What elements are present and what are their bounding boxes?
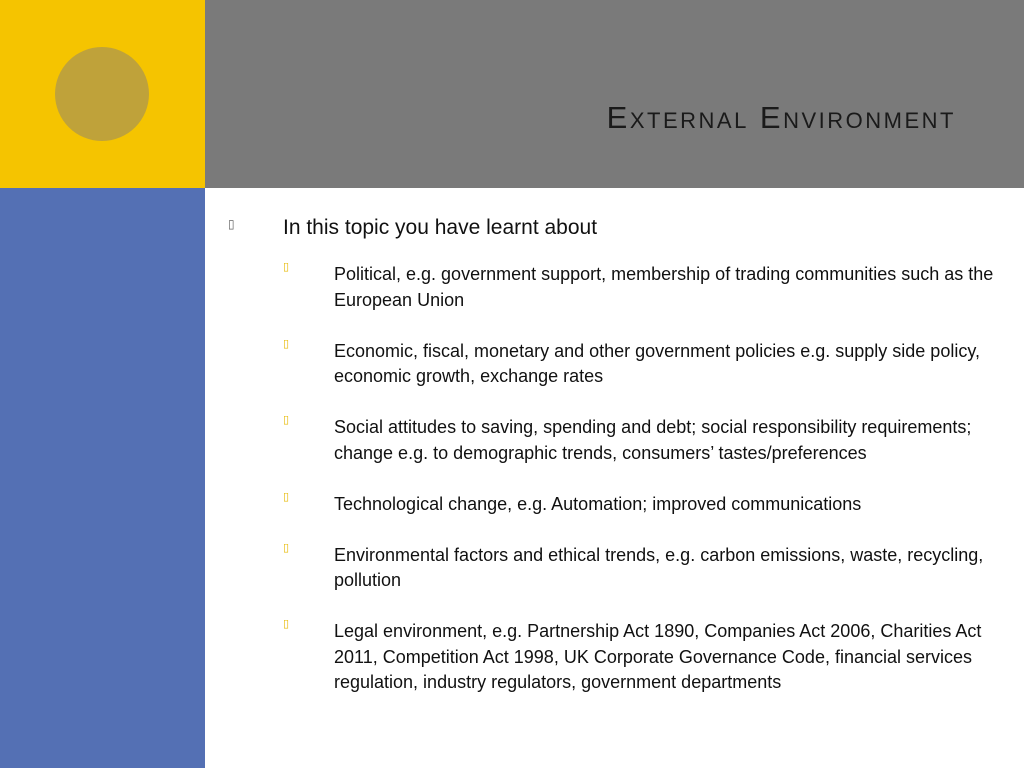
list-item [228, 543, 1008, 594]
list-item-text: Social attitudes to saving, spending and debt; social responsibility requirements; change e.g. to demographic trends, consumers’ tastes/preferences [334, 417, 972, 463]
intro-line [228, 212, 1008, 244]
title-bar [205, 0, 1024, 188]
slide-title: External Environment [606, 100, 956, 135]
topic-list [228, 262, 1008, 696]
list-item [228, 262, 1008, 313]
list-item [228, 415, 1008, 466]
intro-text: In this topic you have learnt about [283, 216, 598, 239]
decorative-circle [55, 47, 149, 141]
list-item [228, 619, 1008, 696]
bullet-icon: ▯ [283, 490, 290, 503]
bullet-icon: ▯ [283, 618, 290, 630]
list-item [228, 492, 1008, 518]
bullet-icon: ▯ [228, 217, 235, 231]
bullet-icon: ▯ [283, 414, 290, 426]
slide-content [228, 212, 1008, 696]
list-item [228, 339, 1008, 390]
bullet-icon: ▯ [283, 261, 290, 273]
list-item-text: Political, e.g. government support, membership of trading communities such as the European Union [334, 264, 994, 310]
left-blue-bar [0, 188, 205, 768]
bullet-icon: ▯ [283, 541, 290, 554]
list-item-text: Economic, fiscal, monetary and other government policies e.g. supply side policy, economic growth, exchange rates [334, 340, 980, 386]
yellow-corner-block [0, 0, 205, 188]
list-item-text: Technological change, e.g. Automation; improved communications [334, 493, 862, 514]
list-item-text: Legal environment, e.g. Partnership Act 1890, Companies Act 2006, Charities Act 2011, Competition Act 1998, UK Corporate Governance Code, financial services regulation, industry regulators, government departments [334, 621, 982, 692]
bullet-icon: ▯ [283, 337, 290, 350]
list-item-text: Environmental factors and ethical trends, e.g. carbon emissions, waste, recycling, pollution [334, 544, 984, 590]
